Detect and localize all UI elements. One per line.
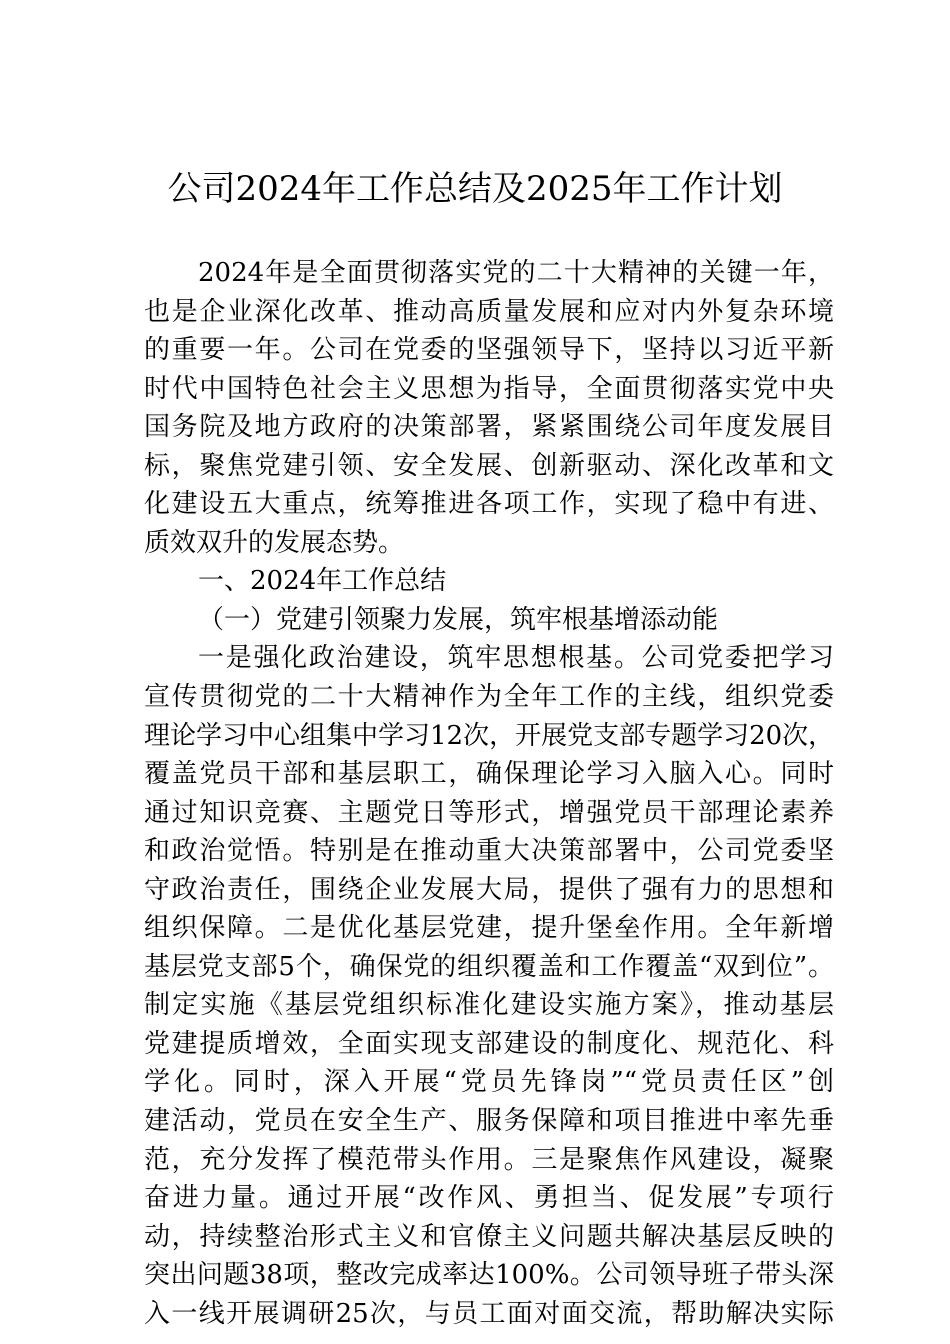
paragraph-line: 标，聚焦党建引领、安全发展、创新驱动、深化改革和文 [144, 450, 834, 481]
paragraph-line: 守政治责任，围绕企业发展大局，提供了强有力的思想和 [144, 874, 834, 905]
subsection-heading: （一）党建引领聚力发展，筑牢根基增添动能 [198, 604, 719, 635]
paragraph-line: 范，充分发挥了模范带头作用。三是聚焦作风建设，凝聚 [144, 1144, 834, 1175]
document-title: 公司2024年工作总结及2025年工作计划 [167, 169, 783, 209]
paragraph-line: 突出问题38项，整改完成率达100%。公司领导班子带头深 [144, 1260, 834, 1291]
paragraph-line: 也是企业深化改革、推动高质量发展和应对内外复杂环境 [144, 296, 834, 327]
paragraph-line: 时代中国特色社会主义思想为指导，全面贯彻落实党中央 [144, 373, 834, 404]
section-heading: 一、2024年工作总结 [198, 566, 447, 597]
paragraph-line: 党建提质增效，全面实现支部建设的制度化、规范化、科 [144, 1028, 834, 1059]
paragraph-line: 组织保障。二是优化基层党建，提升堡垒作用。全年新增 [144, 913, 834, 944]
paragraph-line: 宣传贯彻党的二十大精神作为全年工作的主线，组织党委 [144, 682, 834, 713]
paragraph-line: 国务院及地方政府的决策部署，紧紧围绕公司年度发展目 [144, 412, 834, 443]
paragraph-line: 建活动，党员在安全生产、服务保障和项目推进中率先垂 [144, 1106, 834, 1137]
paragraph-line: 通过知识竞赛、主题党日等形式，增强党员干部理论素养 [144, 797, 834, 828]
paragraph-line: 和政治觉悟。特别是在推动重大决策部署中，公司党委坚 [144, 836, 834, 867]
paragraph-line: 制定实施《基层党组织标准化建设实施方案》，推动基层 [144, 990, 834, 1021]
paragraph-line: 奋进力量。通过开展“改作风、勇担当、促发展”专项行 [144, 1183, 834, 1214]
paragraph-line: 理论学习中心组集中学习12次，开展党支部专题学习20次， [144, 720, 835, 751]
paragraph-line: 质效双升的发展态势。 [144, 527, 405, 558]
paragraph-line: 入一线开展调研25次，与员工面对面交流，帮助解决实际 [144, 1298, 834, 1329]
paragraph-line: 2024年是全面贯彻落实党的二十大精神的关键一年， [198, 258, 834, 288]
paragraph-line: 一是强化政治建设，筑牢思想根基。公司党委把学习 [198, 643, 834, 674]
paragraph-line: 学化。同时，深入开展“党员先锋岗”“党员责任区”创 [144, 1067, 834, 1098]
paragraph-line: 动，持续整治形式主义和官僚主义问题共解决基层反映的 [144, 1221, 834, 1252]
paragraph-line: 化建设五大重点，统筹推进各项工作，实现了稳中有进、 [144, 489, 834, 520]
paragraph-line: 覆盖党员干部和基层职工，确保理论学习入脑入心。同时 [144, 759, 834, 790]
document-body [144, 254, 834, 1333]
paragraph-line: 基层党支部5个，确保党的组织覆盖和工作覆盖“双到位”。 [144, 951, 834, 982]
paragraph-line: 的重要一年。公司在党委的坚强领导下，坚持以习近平新 [144, 335, 834, 366]
